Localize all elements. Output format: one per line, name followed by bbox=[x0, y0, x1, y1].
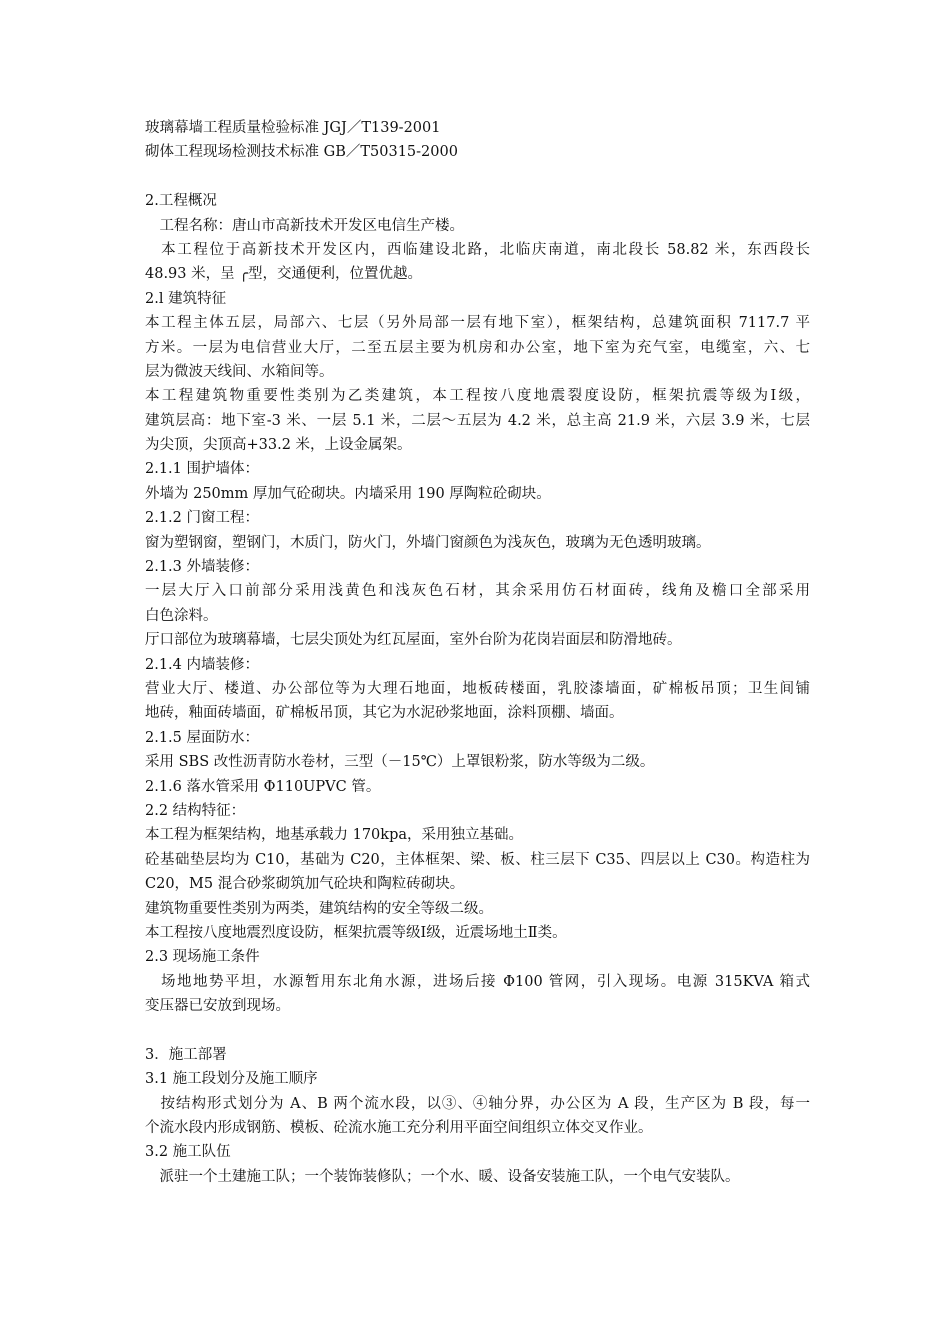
text-line: 建筑物重要性类别为两类，建筑结构的安全等级二级。 bbox=[145, 900, 493, 917]
text-line: 方米。一层为电信营业大厅，二至五层主要为机房和办公室，地下室为充气室，电缆室，六、七 bbox=[145, 339, 810, 356]
section-heading: 2.1.2 门窗工程： bbox=[145, 510, 260, 527]
text-line: 砌体工程现场检测技术标准 GB／T50315-2000 bbox=[145, 144, 458, 161]
text-line: 本工程为框架结构，地基承载力 170kpa，采用独立基础。 bbox=[145, 827, 523, 844]
text-line: 建筑层高：地下室-3 米、一层 5.1 米，二层～五层为 4.2 米，总主高 21.9 米，六层 3.9 米，七层 bbox=[145, 412, 810, 429]
text-line: 本工程按八度地震烈度设防，框架抗震等级Ⅰ级，近震场地土Ⅱ类。 bbox=[145, 924, 567, 941]
text-line: 工程名称：唐山市高新技术开发区电信生产楼。 bbox=[145, 217, 464, 234]
section-heading: 3．施工部署 bbox=[145, 1046, 227, 1063]
text-line: 为尖顶，尖顶高+33.2 米，上设金属架。 bbox=[145, 437, 412, 454]
text-line: 采用 SBS 改性沥青防水卷材，三型（－15℃）上罩银粉浆，防水等级为二级。 bbox=[145, 754, 655, 771]
section-heading: 2.3 现场施工条件 bbox=[145, 949, 260, 966]
text-line: 48.93 米，呈 ╭型，交通便利，位置优越。 bbox=[145, 266, 422, 283]
document-body bbox=[145, 116, 810, 1189]
blank-line bbox=[145, 165, 810, 189]
text-line: 一层大厅入口前部分采用浅黄色和浅灰色石材，其余采用仿石材面砖，线角及檐口全部采用 bbox=[145, 583, 810, 600]
section-heading: 3.1 施工段划分及施工顺序 bbox=[145, 1071, 318, 1088]
text-line: 窗为塑钢窗，塑钢门，木质门，防火门，外墙门窗颜色为浅灰色，玻璃为无色透明玻璃。 bbox=[145, 534, 711, 551]
text-line: 本工程位于高新技术开发区内，西临建设北路，北临庆南道，南北段长 58.82 米，东西段长 bbox=[145, 241, 810, 258]
section-heading: 2.工程概况 bbox=[145, 193, 217, 210]
section-heading: 3.2 施工队伍 bbox=[145, 1144, 231, 1161]
section-heading: 2.1.4 内墙装修： bbox=[145, 656, 260, 673]
blank-line bbox=[145, 1018, 810, 1042]
text-line: 个流水段内形成钢筋、模板、砼流水施工充分利用平面空间组织立体交叉作业。 bbox=[145, 1120, 653, 1137]
text-line: 地砖，釉面砖墙面，矿棉板吊顶，其它为水泥砂浆地面，涂料顶棚、墙面。 bbox=[145, 705, 624, 722]
section-heading: 2.1.3 外墙装修： bbox=[145, 559, 260, 576]
text-line: 砼基础垫层均为 C10，基础为 C20，主体框架、梁、板、柱三层下 C35、四层以上 C30。构造柱为 bbox=[145, 851, 810, 868]
text-line: 外墙为 250mm 厚加气砼砌块。内墙采用 190 厚陶粒砼砌块。 bbox=[145, 485, 551, 502]
text-line: 白色涂料。 bbox=[145, 607, 218, 624]
text-line: 玻璃幕墙工程质量检验标准 JGJ／T139-2001 bbox=[145, 120, 441, 136]
text-line: 本工程主体五层，局部六、七层（另外局部一层有地下室），框架结构，总建筑面积 7117.7 平 bbox=[145, 315, 810, 332]
section-heading: 2.l 建筑特征 bbox=[145, 290, 227, 307]
text-line: 厅口部位为玻璃幕墙，七层尖顶处为红瓦屋面，室外台阶为花岗岩面层和防滑地砖。 bbox=[145, 632, 682, 649]
section-heading: 2.1.1 围护墙体： bbox=[145, 461, 260, 478]
text-line: 派驻一个土建施工队；一个装饰装修队；一个水、暖、设备安装施工队，一个电气安装队。 bbox=[145, 1168, 740, 1185]
section-heading: 2.2 结构特征： bbox=[145, 802, 246, 819]
section-heading: 2.1.5 屋面防水： bbox=[145, 729, 260, 746]
text-line: 营业大厅、楼道、办公部位等为大理石地面，地板砖楼面，乳胶漆墙面，矿棉板吊顶；卫生间铺 bbox=[145, 680, 810, 697]
text-line: 2.1.6 落水管采用 Φ110UPVC 管。 bbox=[145, 778, 381, 795]
text-line: C20，M5 混合砂浆砌筑加气砼块和陶粒砖砌块。 bbox=[145, 876, 465, 893]
text-line: 按结构形式划分为 A、B 两个流水段，以③、④轴分界，办公区为 A 段，生产区为 B 段，每一 bbox=[145, 1095, 810, 1112]
text-line: 变压器已安放到现场。 bbox=[145, 998, 290, 1015]
text-line: 本工程建筑物重要性类别为乙类建筑，本工程按八度地震裂度设防，框架抗震等级为Ⅰ级， bbox=[145, 388, 810, 405]
text-line: 层为微波天线间、水箱间等。 bbox=[145, 363, 334, 380]
text-line: 场地地势平坦，水源暂用东北角水源，进场后接 Φ100 管网，引入现场。电源 315KVA 箱式 bbox=[145, 973, 810, 990]
